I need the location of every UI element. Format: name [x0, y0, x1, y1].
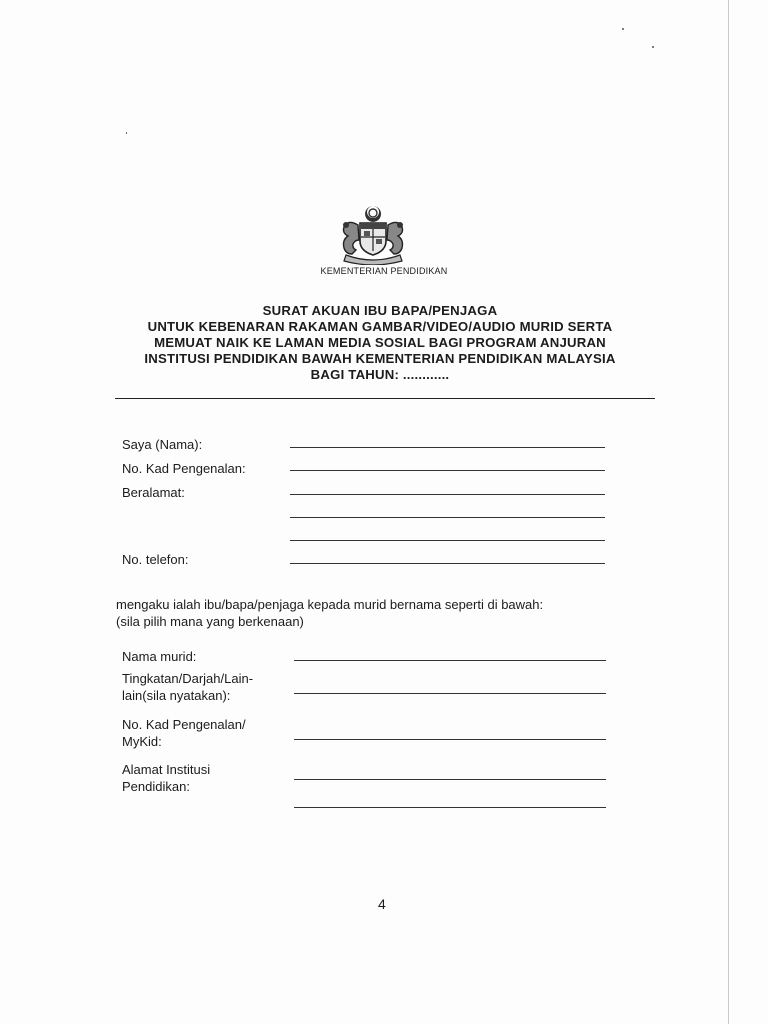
- school-address-label-line: Alamat Institusi: [122, 762, 211, 777]
- student-ic-field[interactable]: [294, 739, 606, 740]
- student-ic-label-line: No. Kad Pengenalan/: [122, 717, 246, 732]
- declaration-text: [116, 596, 543, 630]
- title-line: INSTITUSI PENDIDIKAN BAWAH KEMENTERIAN PENDIDIKAN MALAYSIA: [144, 351, 616, 366]
- address-field-line-3[interactable]: [290, 540, 605, 541]
- school-address-field-line-1[interactable]: [294, 779, 606, 780]
- address-label: Beralamat:: [122, 485, 185, 500]
- address-field-line-1[interactable]: [290, 494, 605, 495]
- address-field-line-2[interactable]: [290, 517, 605, 518]
- title-line: BAGI TAHUN: ............: [310, 367, 450, 382]
- scan-speck: [622, 28, 624, 30]
- title-divider: [115, 398, 655, 399]
- class-label: [122, 670, 253, 704]
- parent-name-label: Saya (Nama):: [122, 437, 203, 452]
- school-address-label: [122, 761, 210, 795]
- page-number: 4: [378, 896, 386, 912]
- malaysia-coat-of-arms-icon: [334, 203, 412, 265]
- student-name-field[interactable]: [294, 660, 606, 661]
- phone-field[interactable]: [290, 563, 605, 564]
- class-field[interactable]: [294, 693, 606, 694]
- title-line: SURAT AKUAN IBU BAPA/PENJAGA: [262, 303, 498, 318]
- student-name-label: Nama murid:: [122, 649, 197, 664]
- scan-speck: [652, 46, 654, 48]
- title-line: MEMUAT NAIK KE LAMAN MEDIA SOSIAL BAGI PROGRAM ANJURAN: [154, 335, 606, 350]
- class-label-line: lain(sila nyatakan):: [122, 688, 231, 703]
- document-title: [110, 303, 650, 383]
- scan-speck: [126, 132, 127, 134]
- scan-edge: [728, 0, 729, 1024]
- student-ic-label: [122, 716, 246, 750]
- ministry-name: KEMENTERIAN PENDIDIKAN: [320, 266, 448, 276]
- school-address-field-line-2[interactable]: [294, 807, 606, 808]
- declaration-line: mengaku ialah ibu/bapa/penjaga kepada murid bernama seperti di bawah:: [116, 597, 544, 612]
- student-ic-label-line: MyKid:: [122, 734, 162, 749]
- parent-name-field[interactable]: [290, 447, 605, 448]
- parent-ic-label: No. Kad Pengenalan:: [122, 461, 246, 476]
- school-address-label-line: Pendidikan:: [122, 779, 190, 794]
- title-line: UNTUK KEBENARAN RAKAMAN GAMBAR/VIDEO/AUDIO MURID SERTA: [147, 319, 613, 334]
- parent-ic-field[interactable]: [290, 470, 605, 471]
- class-label-line: Tingkatan/Darjah/Lain-: [122, 671, 254, 686]
- declaration-line: (sila pilih mana yang berkenaan): [116, 614, 304, 629]
- phone-label: No. telefon:: [122, 552, 189, 567]
